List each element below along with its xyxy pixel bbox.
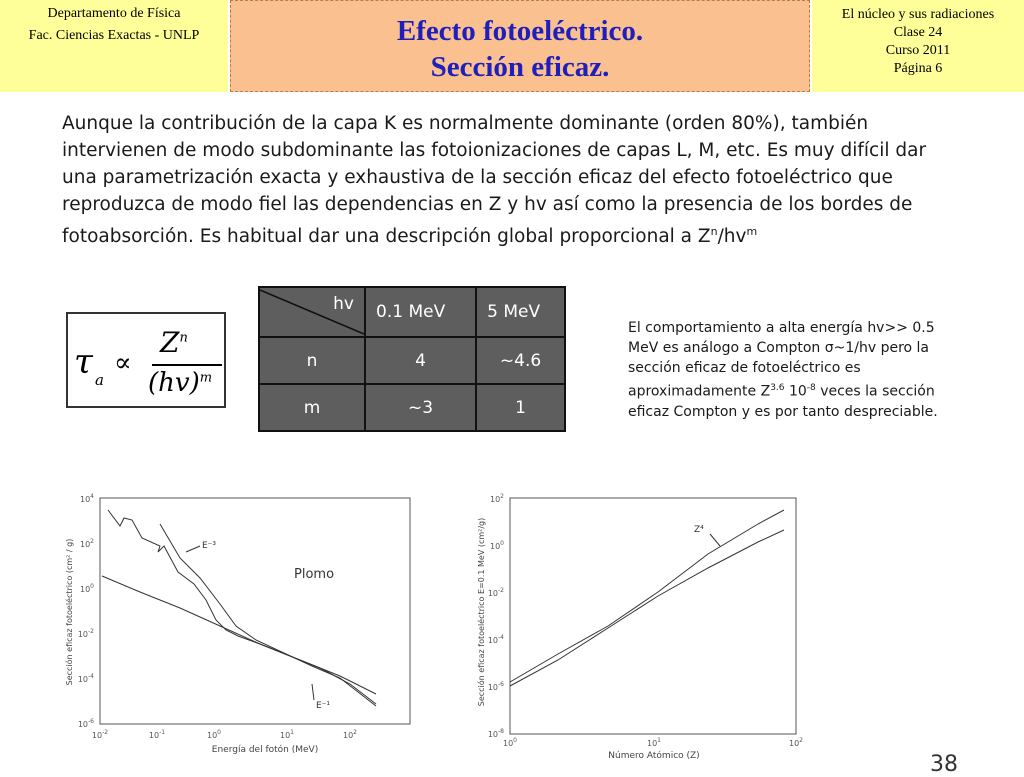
- department-name: Departamento de Física: [47, 6, 181, 21]
- y-tick-label: $10^{-6}$: [487, 681, 504, 692]
- table-col-header: 0.1 MeV: [365, 287, 476, 337]
- annotation-e3: E⁻³: [202, 541, 217, 551]
- table-cell: ~4.6: [476, 337, 565, 384]
- x-tick-label: $10^1$: [646, 737, 662, 748]
- formula-proportional: ∝: [114, 348, 132, 378]
- y-axis-label: Sección eficaz fotoeléctrico (cm² / g): [65, 538, 74, 686]
- intro-slash: /hv: [717, 226, 747, 248]
- title-line-1: Efecto fotoeléctrico.: [396, 15, 644, 47]
- course-year: Curso 2011: [885, 43, 951, 58]
- title-line-2: Sección eficaz.: [430, 51, 610, 83]
- table-row-label: m: [259, 384, 365, 431]
- annotation-e1: E⁻¹: [316, 701, 331, 711]
- material-label: Plomo: [294, 567, 335, 582]
- y-tick-label: $10^{-8}$: [487, 728, 504, 739]
- y-tick-label: $10^2$: [79, 538, 94, 549]
- x-axis-label: Energía del fotón (MeV): [211, 745, 319, 755]
- page-label: Página 6: [893, 61, 943, 76]
- intro-exp-n: n: [710, 225, 718, 238]
- class-number: Clase 24: [893, 25, 943, 40]
- y-tick-label: $10^{-2}$: [77, 628, 94, 639]
- intro-paragraph: [62, 110, 962, 250]
- table-cell: 4: [365, 337, 476, 384]
- annotation-z4: Z⁴: [694, 525, 704, 535]
- slide-title: [230, 0, 810, 92]
- y-tick-label: $10^4$: [79, 493, 94, 504]
- formula-box: [66, 312, 226, 408]
- formula-num-exp: n: [179, 330, 188, 346]
- y-tick-label: $10^2$: [489, 493, 504, 504]
- x-tick-label: $10^0$: [206, 729, 222, 740]
- formula-denominator: [148, 368, 212, 398]
- header-left-panel: [0, 0, 228, 92]
- formula-den-base: (hv): [148, 368, 200, 398]
- note-text-3: veces la sección eficaz Compton y es por tanto despreciable.: [628, 383, 938, 420]
- x-tick-label: $10^2$: [788, 737, 804, 748]
- formula-tau: τ: [74, 342, 93, 382]
- note-exp-1: 3.6: [770, 383, 785, 393]
- x-axis-label: Número Atómico (Z): [608, 751, 700, 760]
- x-tick-label: $10^{-1}$: [148, 729, 166, 740]
- intro-exp-m: m: [746, 225, 758, 238]
- faculty-name: Fac. Ciencias Exactas - UNLP: [28, 28, 200, 43]
- formula-den-exp: m: [199, 370, 213, 386]
- high-energy-note: [628, 318, 968, 422]
- plot-energy: [60, 480, 420, 760]
- table-row: [259, 384, 565, 431]
- y-tick-label: $10^0$: [79, 583, 94, 594]
- note-exp-2: -8: [806, 383, 816, 393]
- table-corner-cell: [259, 287, 365, 337]
- y-tick-label: $10^{-2}$: [487, 587, 504, 598]
- x-tick-label: $10^1$: [279, 729, 295, 740]
- table-row: [259, 337, 565, 384]
- plot-atomic-number: [458, 480, 818, 760]
- y-tick-label: $10^{-4}$: [487, 634, 504, 645]
- table-corner-label: hv: [333, 294, 354, 314]
- formula-fraction-bar: [152, 364, 222, 366]
- x-tick-label: $10^{-2}$: [91, 729, 109, 740]
- page-number: 38: [930, 752, 958, 777]
- y-tick-label: $10^{-4}$: [77, 673, 94, 684]
- header-right-panel: [812, 0, 1024, 92]
- formula-numerator: [160, 326, 188, 359]
- exponent-table: [258, 286, 566, 432]
- course-name: El núcleo y sus radiaciones: [841, 7, 995, 22]
- intro-text: Aunque la contribución de la capa K es normalmente dominante (orden 80%), también intervienen de modo subdominante las fotoionizaciones de capas L, M, etc. Es muy difícil dar una parametrización exacta y exhaustiva de la sección eficaz del efecto fotoeléctrico que reproduzca de modo fiel las dependencias en Z y hv así como la presencia de los bordes de fotoabsorción. Es habitual dar una descripción global proporcional a Z: [62, 113, 927, 248]
- note-text-1: El comportamiento a alta energía hv>> 0.5 MeV es análogo a Compton σ~1/hv pero la sección eficaz de fotoeléctrico es aproximadamente Z: [628, 320, 935, 400]
- y-tick-label: $10^0$: [489, 540, 504, 551]
- formula-tau-subscript: a: [95, 371, 104, 389]
- table-cell: 1: [476, 384, 565, 431]
- x-tick-label: $10^2$: [342, 729, 358, 740]
- x-tick-label: $10^0$: [502, 737, 518, 748]
- note-text-2: 10: [784, 383, 807, 400]
- formula-num-base: Z: [160, 326, 180, 359]
- y-tick-label: $10^{-6}$: [77, 718, 94, 729]
- table-cell: ~3: [365, 384, 476, 431]
- y-axis-label: Sección eficaz fotoeléctrico E=0.1 MeV (cm²/g): [477, 517, 486, 707]
- table-col-header: 5 MeV: [476, 287, 565, 337]
- table-row-label: n: [259, 337, 365, 384]
